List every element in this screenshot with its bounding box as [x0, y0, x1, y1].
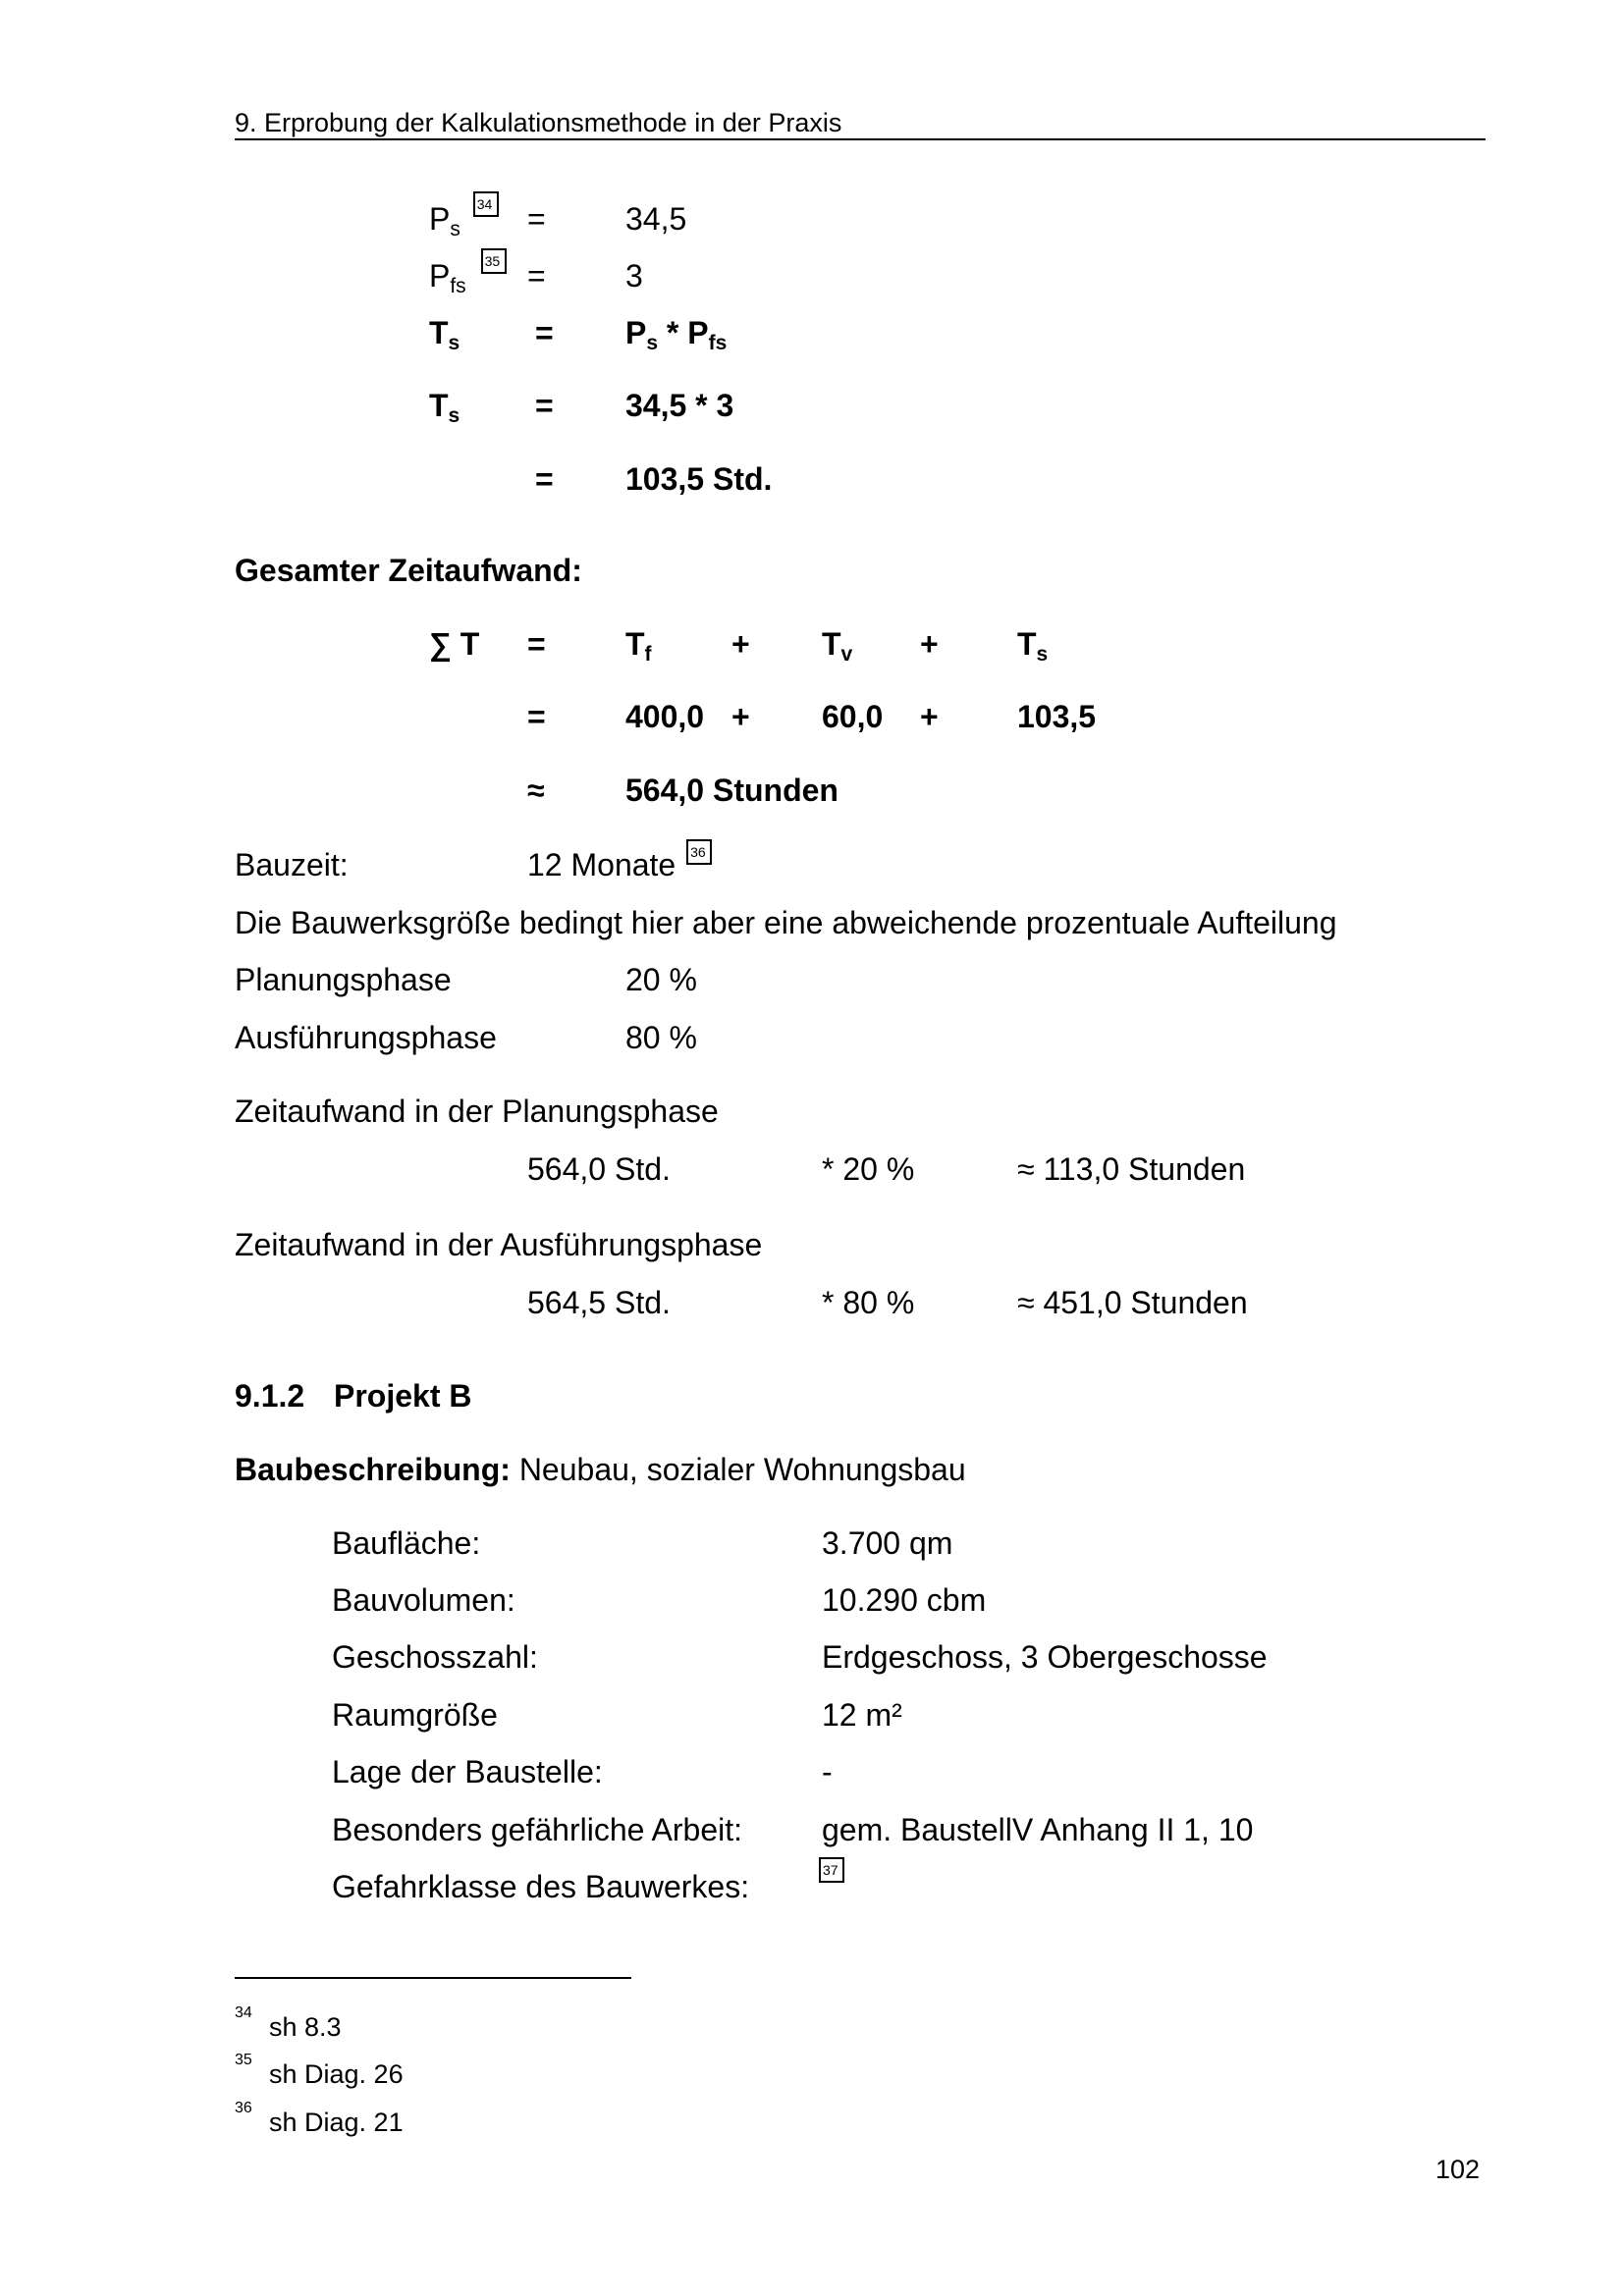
formula-ts3-value: 103,5 Std.	[625, 461, 773, 497]
detail-value-arbeit: gem. BaustellV Anhang II 1, 10	[822, 1812, 1254, 1847]
sum-plus-2: +	[920, 626, 939, 662]
section-title: Projekt B	[334, 1378, 472, 1414]
planung-result: ≈ 113,0 Stunden	[1017, 1151, 1246, 1187]
sum-tv: $T_v$	[822, 626, 853, 666]
formula-ps-symbol: $P_s$ 34	[429, 203, 499, 235]
baubeschreibung-value: Neubau, sozialer Wohnungsbau	[518, 1452, 966, 1487]
sum-tf: $T_f$	[625, 626, 652, 666]
formula-pfs-value: 3	[625, 258, 643, 294]
detail-label-raumgroesse: Raumgröße	[332, 1697, 498, 1733]
detail-value-lage: -	[822, 1754, 833, 1789]
sum-eq: =	[527, 626, 546, 662]
ausfuehrung-pct: * 80 %	[822, 1285, 915, 1320]
formula-ts-expression: $P_s * P_{fs}$	[625, 315, 728, 354]
formula-ts2-eq: =	[535, 388, 554, 423]
formula-pfs-symbol: $P_{fs}$ 35	[429, 260, 507, 292]
sum-value-2: 60,0	[822, 699, 884, 734]
sum-total: 564,0 Stunden	[625, 773, 839, 808]
formula-ts2-symbol: $T_s$	[429, 388, 460, 427]
baubeschreibung	[235, 1454, 966, 1485]
detail-label-lage: Lage der Baustelle:	[332, 1754, 603, 1789]
formula-ps-eq: =	[527, 201, 546, 237]
running-header: 9. Erprobung der Kalkulationsmethode in der Praxis	[235, 108, 842, 137]
aufteilung-value-planung: 20 %	[625, 962, 697, 997]
footnote-ref-35[interactable]: 35	[481, 248, 507, 274]
footnote-separator	[235, 1977, 631, 1979]
sum-value-1: 400,0	[625, 699, 705, 734]
sum-approx: ≈	[527, 773, 545, 808]
aufteilung-label-ausfuehrung: Ausführungsphase	[235, 1020, 497, 1055]
sum-symbol: ∑ T	[429, 626, 480, 662]
formula-ts3-eq: =	[535, 461, 554, 497]
header-rule	[235, 138, 1486, 140]
ausfuehrung-std: 564,5 Std.	[527, 1285, 671, 1320]
sum-values-plus-2: +	[920, 699, 939, 734]
gesamt-heading: Gesamter Zeitaufwand:	[235, 553, 582, 588]
planung-pct: * 20 %	[822, 1151, 915, 1187]
formula-ts-eq: =	[535, 315, 554, 350]
ausfuehrung-result: ≈ 451,0 Stunden	[1017, 1285, 1248, 1320]
sum-values-eq: =	[527, 699, 546, 734]
sum-value-3: 103,5	[1017, 699, 1097, 734]
footnote-ref-34[interactable]: 34	[473, 191, 499, 217]
detail-label-gefahrklasse: Gefahrklasse des Bauwerkes:	[332, 1869, 750, 1904]
ausfuehrung-heading: Zeitaufwand in der Ausführungsphase	[235, 1227, 763, 1262]
aufteilung-value-ausfuehrung: 80 %	[625, 1020, 697, 1055]
formula-ps-value: 34,5	[625, 201, 687, 237]
sum-ts: $T_s$	[1017, 626, 1049, 666]
aufteilung-intro: Die Bauwerksgröße bedingt hier aber eine abweichende prozentuale Aufteilung	[235, 905, 1337, 940]
detail-value-gefahrklasse	[819, 1857, 844, 1883]
footnote-ref-37[interactable]: 37	[819, 1857, 844, 1883]
section-number: 9.1.2	[235, 1378, 305, 1414]
detail-label-bauflaeche: Baufläche:	[332, 1525, 481, 1561]
planung-heading: Zeitaufwand in der Planungsphase	[235, 1094, 719, 1129]
sum-values-plus-1: +	[731, 699, 750, 734]
detail-value-bauvolumen: 10.290 cbm	[822, 1582, 987, 1618]
aufteilung-label-planung: Planungsphase	[235, 962, 452, 997]
detail-value-bauflaeche: 3.700 qm	[822, 1525, 953, 1561]
footnote-ref-36[interactable]: 36	[686, 839, 712, 865]
bauzeit-value: 12 Monate 36	[527, 849, 712, 881]
detail-label-bauvolumen: Bauvolumen:	[332, 1582, 515, 1618]
planung-std: 564,0 Std.	[527, 1151, 671, 1187]
sum-plus-1: +	[731, 626, 750, 662]
detail-value-raumgroesse: 12 m²	[822, 1697, 902, 1733]
baubeschreibung-label: Baubeschreibung:	[235, 1452, 511, 1487]
formula-ts-symbol: $T_s$	[429, 315, 460, 354]
formula-ts2-value: 34,5 * 3	[625, 388, 734, 423]
detail-label-arbeit: Besonders gefährliche Arbeit:	[332, 1812, 743, 1847]
detail-value-geschosszahl: Erdgeschoss, 3 Obergeschosse	[822, 1639, 1268, 1675]
page-number: 102	[1435, 2155, 1481, 2184]
bauzeit-label: Bauzeit:	[235, 847, 349, 882]
detail-label-geschosszahl: Geschosszahl:	[332, 1639, 538, 1675]
formula-pfs-eq: =	[527, 258, 546, 294]
